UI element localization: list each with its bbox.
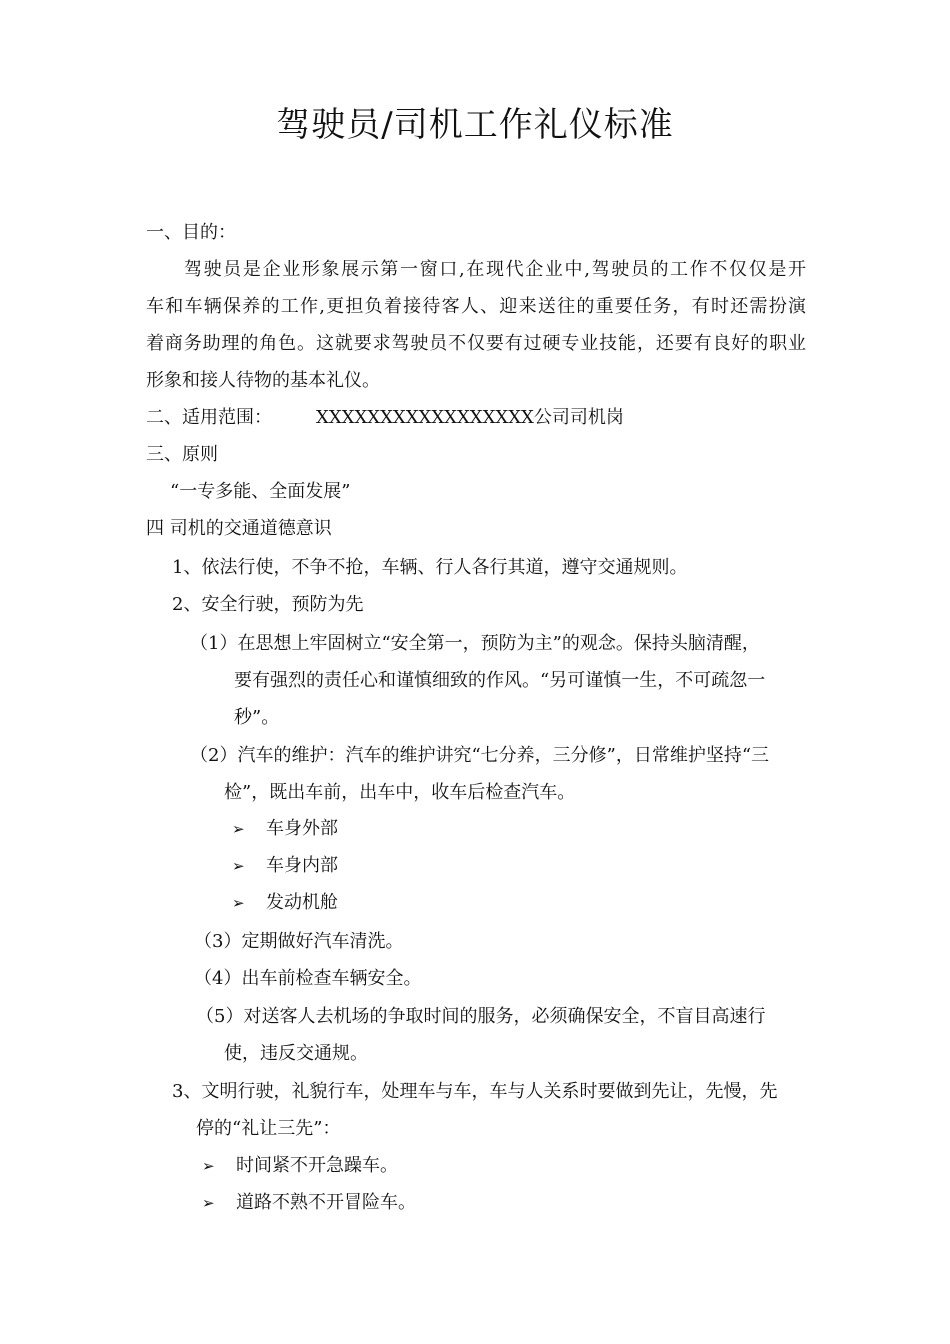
sub-item-5-line: （5）对送客人去机场的争取时间的服务，必须确保安全，不盲目高速行 — [196, 1006, 766, 1027]
section-2-line — [146, 405, 624, 431]
item-1: 1、依法行使，不争不抢，车辆、行人各行其道，遵守交通规则。 — [172, 557, 688, 578]
sub-item-5-line: 使，违反交通规。 — [224, 1043, 368, 1064]
arrow-bullet-icon: ➢ — [232, 820, 245, 838]
arrow-bullet-icon: ➢ — [232, 857, 245, 875]
bullet-item: ➢ 道路不熟不开冒险车。 — [202, 1190, 416, 1216]
section-1-paragraph-line: 车和车辆保养的工作,更担负着接待客人、迎来送往的重要任务，有时还需扮演 — [146, 296, 806, 317]
sub-item-1-line: 秒”。 — [234, 707, 280, 728]
item-3-line: 3、文明行驶，礼貌行车，处理车与车，车与人关系时要做到先让，先慢，先 — [172, 1081, 778, 1102]
bullet-item: ➢ 车身内部 — [232, 853, 338, 879]
section-1-paragraph-line: 驾驶员是企业形象展示第一窗口,在现代企业中,驾驶员的工作不仅仅是开 — [184, 259, 806, 280]
bullet-item: ➢ 车身外部 — [232, 816, 338, 842]
item-3-line: 停的“礼让三先”： — [196, 1118, 341, 1139]
arrow-bullet-icon: ➢ — [202, 1194, 215, 1212]
item-2: 2、安全行驶，预防为先 — [172, 594, 364, 615]
sub-item-1-line: （1）在思想上牢固树立“安全第一，预防为主”的观念。保持头脑清醒， — [190, 633, 760, 654]
sub-item-3: （3）定期做好汽车清洗。 — [194, 931, 404, 952]
section-2-heading: 二、适用范围： — [146, 407, 272, 428]
section-4-heading: 四 司机的交通道德意识 — [146, 518, 332, 539]
sub-item-2-line: （2）汽车的维护：汽车的维护讲究“七分养，三分修”，日常维护坚持“三 — [190, 745, 770, 766]
sub-item-2-line: 检”，既出车前，出车中，收车后检查汽车。 — [224, 782, 576, 803]
sub-item-4: （4）出车前检查车辆安全。 — [194, 968, 422, 989]
sub-item-1-line: 要有强烈的责任心和谨慎细致的作风。“另可谨慎一生，不可疏忽一 — [234, 670, 766, 691]
principle-text: “一专多能、全面发展” — [170, 481, 351, 502]
section-1-paragraph-line: 着商务助理的角色。这就要求驾驶员不仅要有过硬专业技能，还要有良好的职业 — [146, 333, 806, 354]
section-1-heading: 一、目的： — [146, 222, 236, 243]
scope-value: XXXXXXXXXXXXXXXXX公司司机岗 — [316, 407, 624, 428]
section-1-paragraph-line: 形象和接人待物的基本礼仪。 — [146, 370, 380, 391]
arrow-bullet-icon: ➢ — [232, 894, 245, 912]
section-3-heading: 三、原则 — [146, 444, 218, 465]
page-title: 驾驶员/司机工作礼仪标准 — [276, 105, 674, 145]
bullet-item: ➢ 时间紧不开急躁车。 — [202, 1153, 398, 1179]
bullet-item: ➢ 发动机舱 — [232, 890, 338, 916]
arrow-bullet-icon: ➢ — [202, 1157, 215, 1175]
